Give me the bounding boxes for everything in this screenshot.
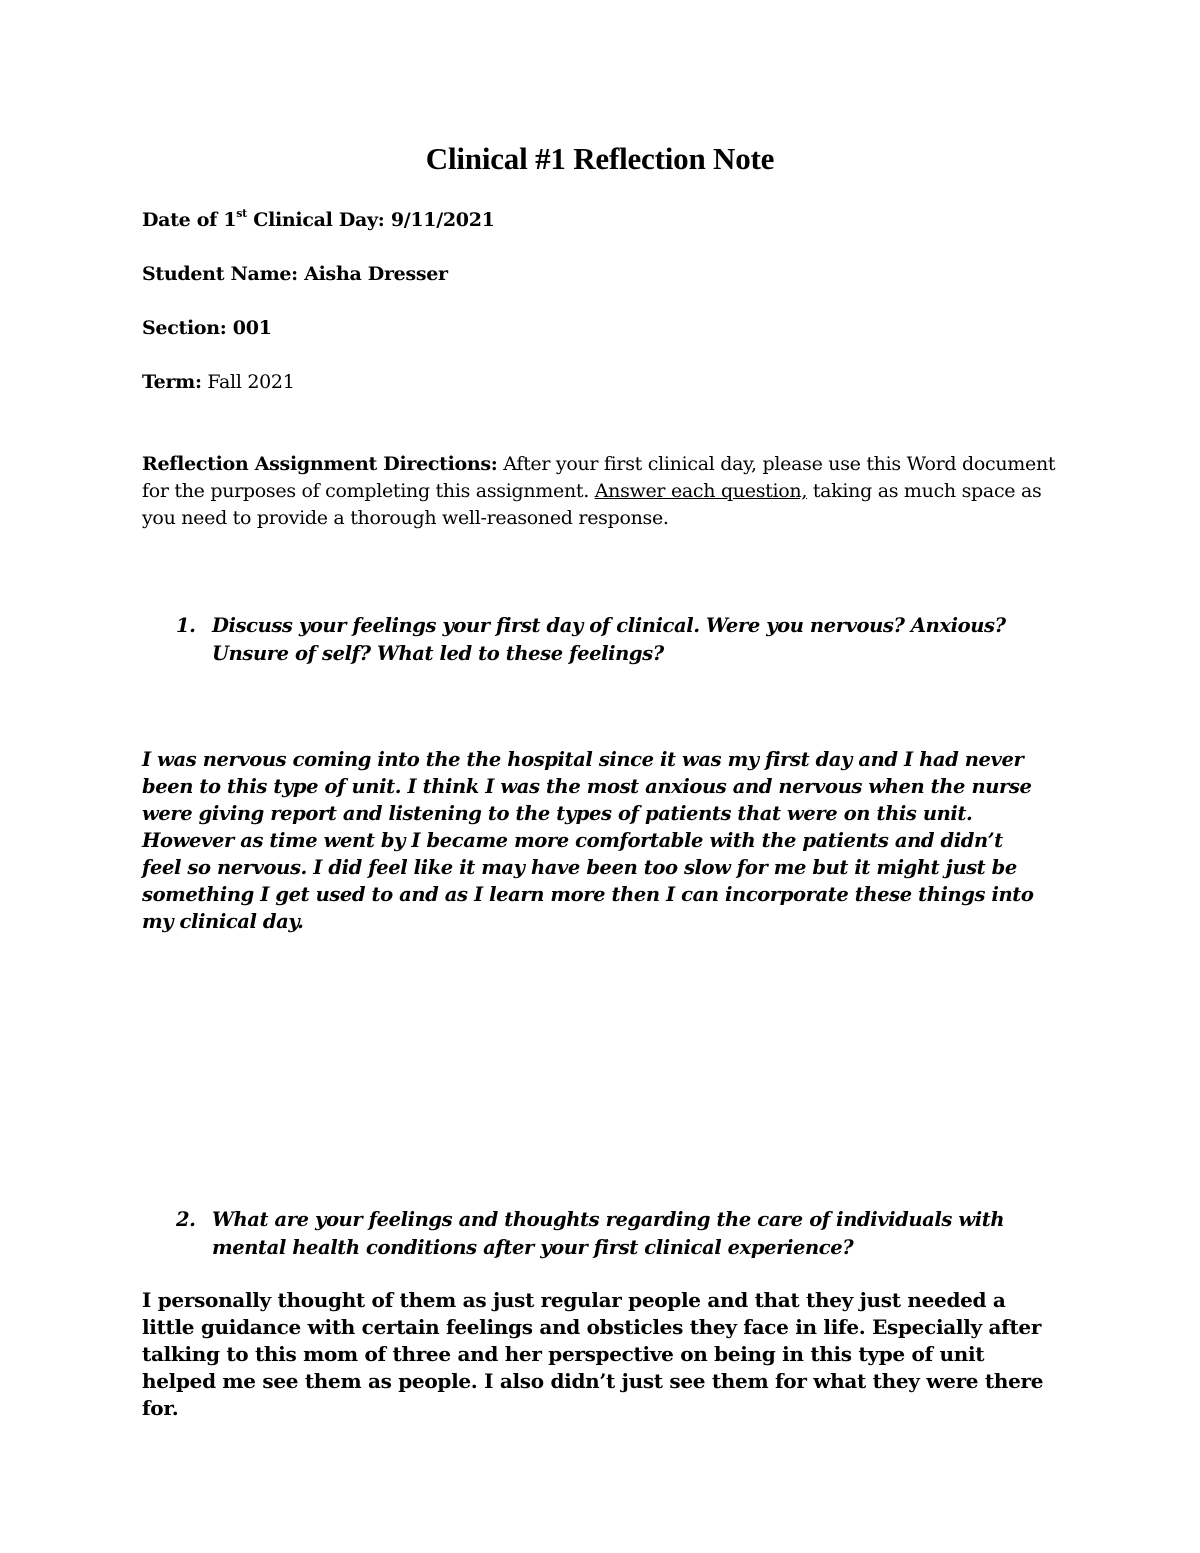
student-name-field [142,262,448,286]
directions-label: Reflection Assignment Directions: [142,453,498,475]
answer-1: I was nervous coming into the the hospital since it was my first day and I had never been to this type of unit. I think I was the most anxious and nervous when the nurse were giving report and listening to the types of patients that were on this unit. However as time went by I became more comfortable with the patients and didn’t feel so nervous. I did feel like it may have been too slow for me but it might just be something I get used to and as I learn more then I can incorporate these things into my clinical day. [142,748,1034,933]
question-1 [142,612,1082,668]
document-title: Clinical #1 Reflection Note [425,141,775,176]
directions-underlined: Answer each question, [594,480,808,502]
assignment-directions [142,451,1072,532]
section-value: 001 [226,317,272,339]
term-value: Fall 2021 [201,371,295,393]
term-field [142,370,295,394]
question-2-text: What are your feelings and thoughts regarding the care of individuals with mental health conditions after your first clinical experience? [212,1208,1005,1259]
question-2 [142,1206,1082,1262]
question-2-number: 2. [176,1208,196,1231]
date-value: 9/11/2021 [384,209,495,231]
directions-text-before: After your first clinical day, please use this Word document for the purposes of completing this assignment. [142,453,1056,502]
question-1-text: Discuss your feelings your first day of clinical. Were you nervous? Anxious? Unsure of self? What led to these feelings? [212,614,1006,665]
section-field [142,316,272,340]
question-1-number: 1. [176,614,196,637]
student-name-label: Student Name: [142,263,298,285]
student-name-value: Aisha Dresser [297,263,448,285]
date-field [142,208,495,232]
term-label: Term: [142,371,202,393]
answer-2: I personally thought of them as just regular people and that they just needed a little guidance with certain feelings and obsticles they face in life. Especially after talking to this mom of three and her perspective on being in this type of unit helped me see them as people. I also didn’t just see them for what they were there for. [142,1288,1044,1420]
section-label: Section: [142,317,227,339]
directions-text-after: taking as much space as you need to provide a thorough well-reasoned response. [142,480,1042,529]
date-label: Date of 1st Clinical Day: [142,206,385,231]
